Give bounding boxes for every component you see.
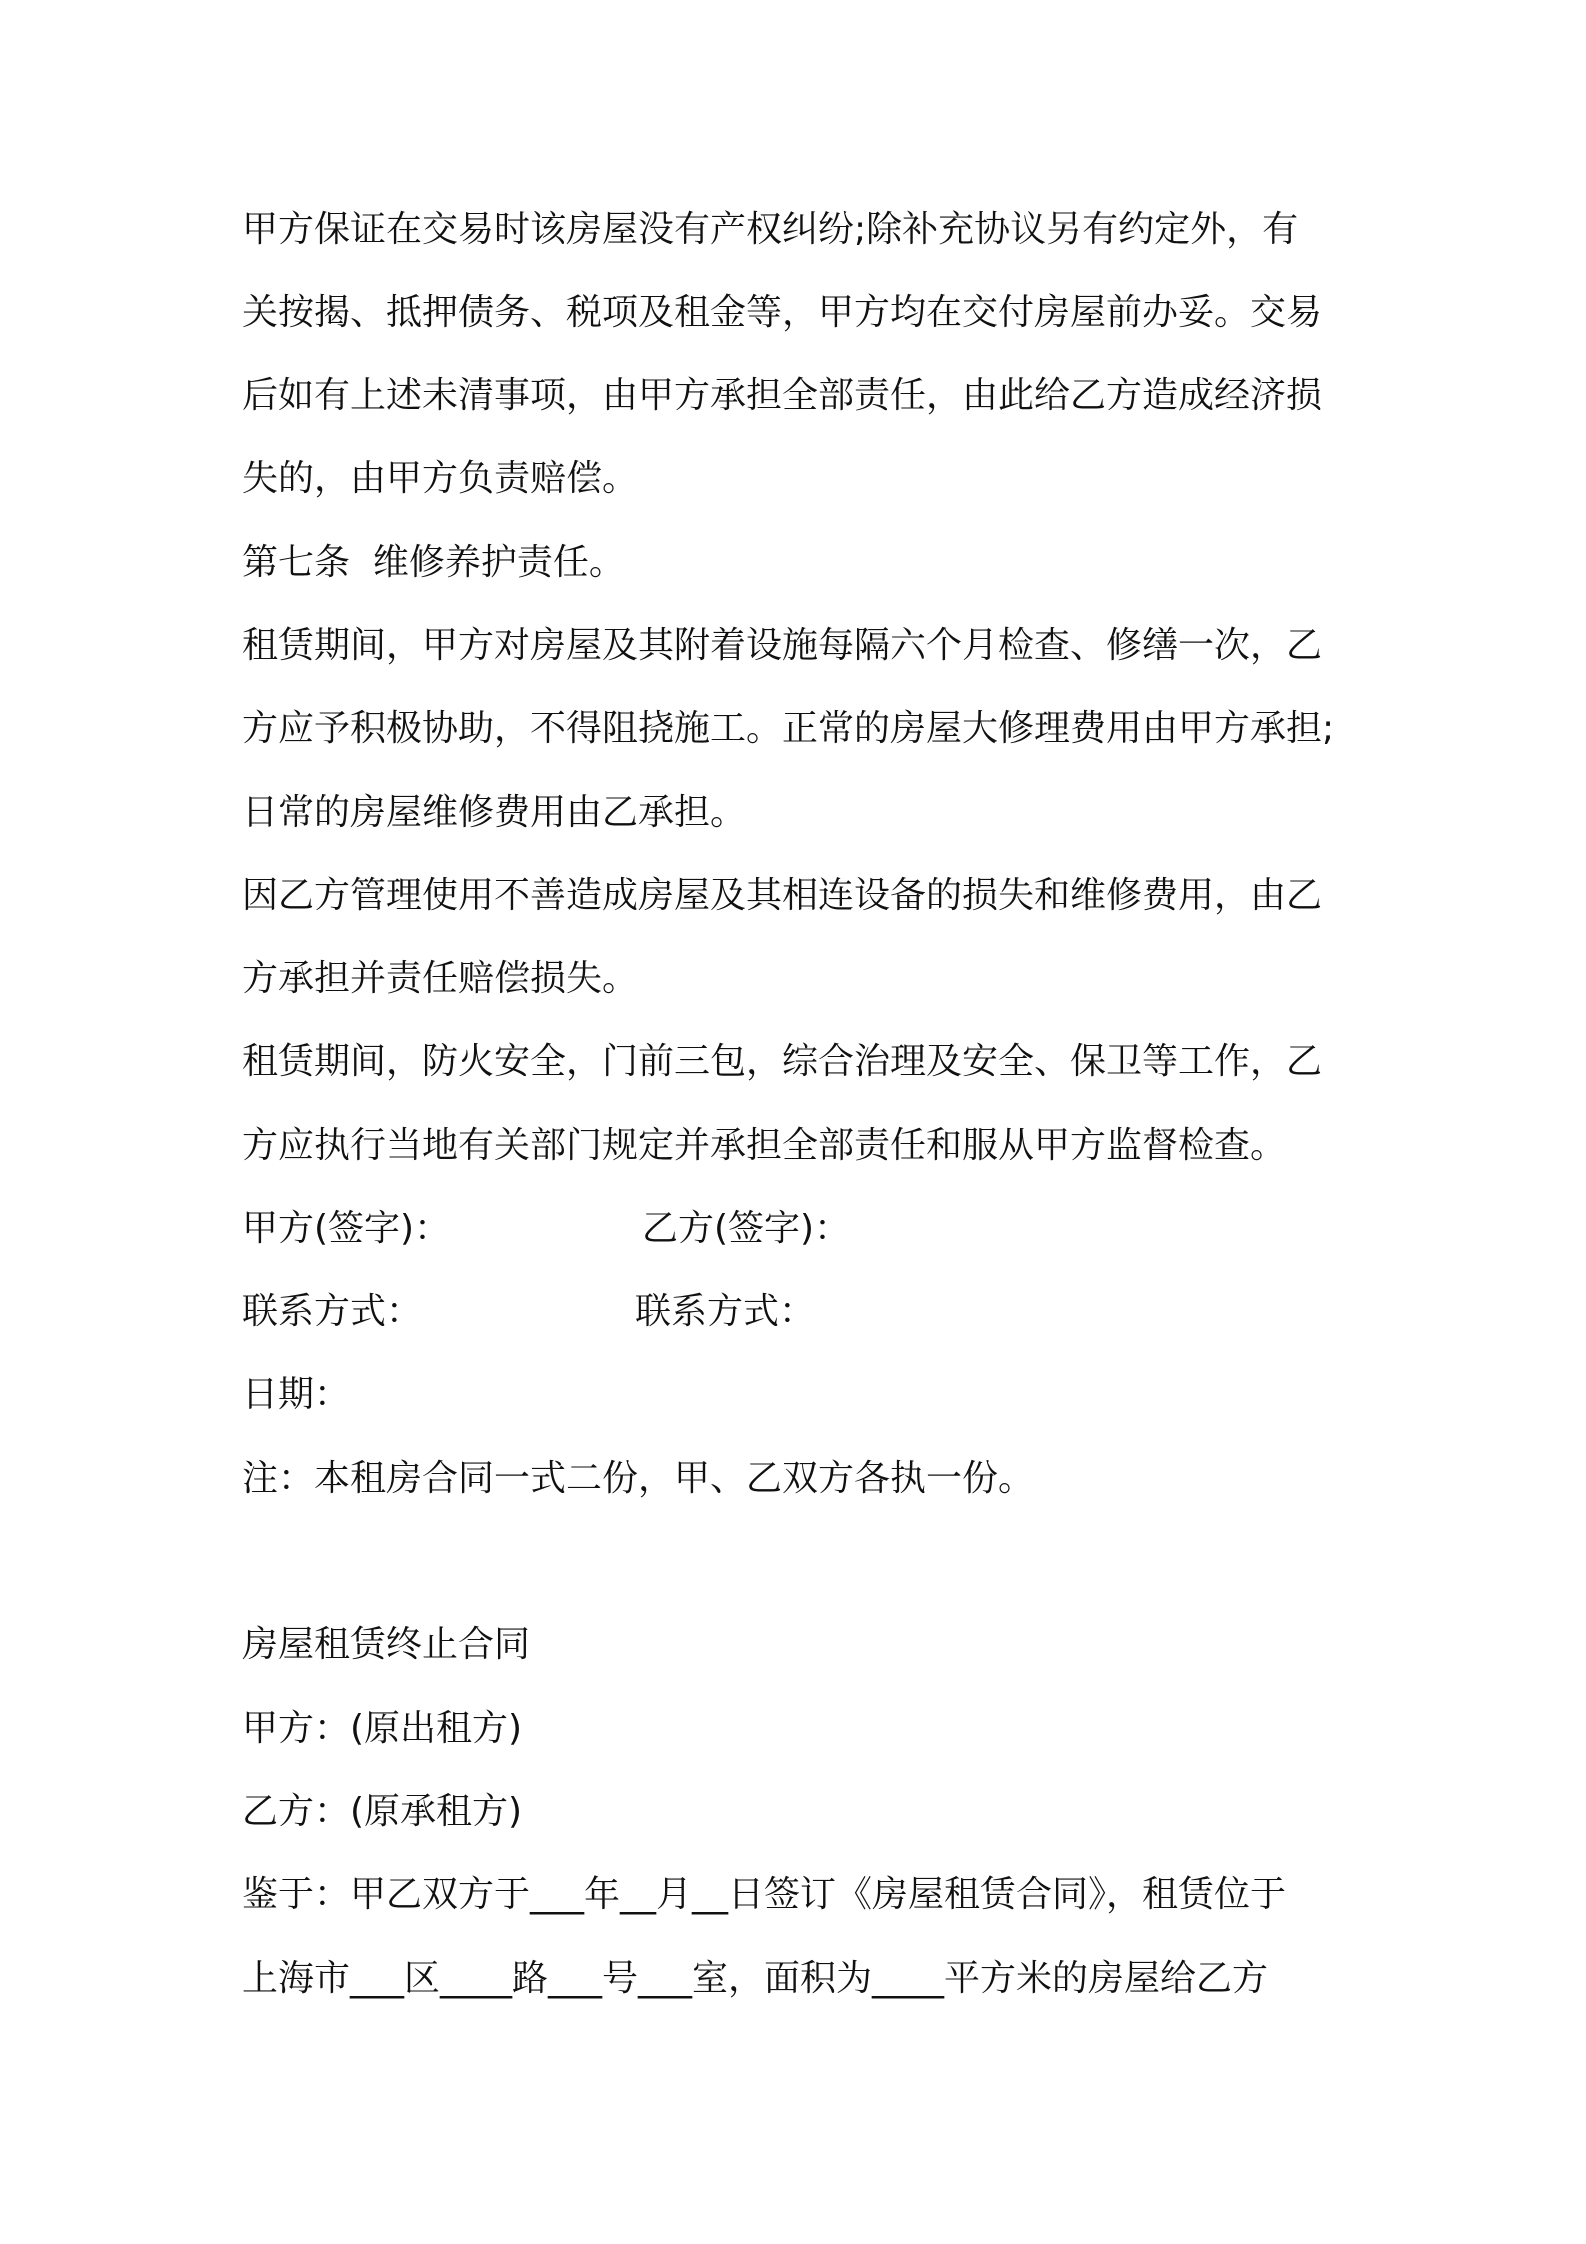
- party-a-contact-label: 联系方式：: [242, 1291, 423, 1332]
- party-a-sign-label: 甲方(签字)：: [242, 1208, 451, 1249]
- clause7-para3-line-1: 租赁期间，防火安全，门前三包，综合治理及安全、保卫等工作，乙: [242, 1041, 1323, 1082]
- clause6-line-3: 后如有上述未清事项，由甲方承担全部责任，由此给乙方造成经济损: [242, 375, 1323, 416]
- clause7-para2-line-1: 因乙方管理使用不善造成房屋及其相连设备的损失和维修费用，由乙: [242, 875, 1323, 916]
- termination-whereas-line-2: 上海市___区____路___号___室，面积为____平方米的房屋给乙方: [242, 1958, 1269, 1999]
- termination-whereas-line-1: 鉴于：甲乙双方于___年__月__日签订《房屋租赁合同》，租赁位于: [242, 1874, 1287, 1915]
- clause6-line-4: 失的，由甲方负责赔偿。: [242, 458, 639, 499]
- termination-party-a: 甲方：(原出租方): [242, 1708, 523, 1749]
- termination-title: 房屋租赁终止合同: [242, 1624, 531, 1665]
- clause7-para2-line-2: 方承担并责任赔偿损失。: [242, 958, 639, 999]
- party-b-contact-label: 联系方式：: [635, 1291, 816, 1332]
- termination-party-b: 乙方：(原承租方): [242, 1791, 523, 1832]
- clause7-para1-line-3: 日常的房屋维修费用由乙承担。: [242, 792, 747, 833]
- contract-note: 注：本租房合同一式二份，甲、乙双方各执一份。: [242, 1458, 1035, 1499]
- clause7-heading: 第七条 维修养护责任。: [242, 542, 625, 583]
- clause7-para3-line-2: 方应执行当地有关部门规定并承担全部责任和服从甲方监督检查。: [242, 1125, 1287, 1166]
- party-b-sign-label: 乙方(签字)：: [642, 1208, 851, 1249]
- date-label: 日期：: [242, 1374, 351, 1415]
- clause7-para1-line-1: 租赁期间，甲方对房屋及其附着设施每隔六个月检查、修缮一次，乙: [242, 625, 1323, 666]
- clause7-para1-line-2: 方应予积极协助，不得阻挠施工。正常的房屋大修理费用由甲方承担;: [242, 708, 1335, 749]
- clause6-line-1: 甲方保证在交易时该房屋没有产权纠纷;除补充协议另有约定外，有: [242, 209, 1299, 250]
- signature-row: [242, 1203, 851, 1255]
- contact-row: [242, 1286, 816, 1338]
- clause6-line-2: 关按揭、抵押债务、税项及租金等，甲方均在交付房屋前办妥。交易: [242, 292, 1323, 333]
